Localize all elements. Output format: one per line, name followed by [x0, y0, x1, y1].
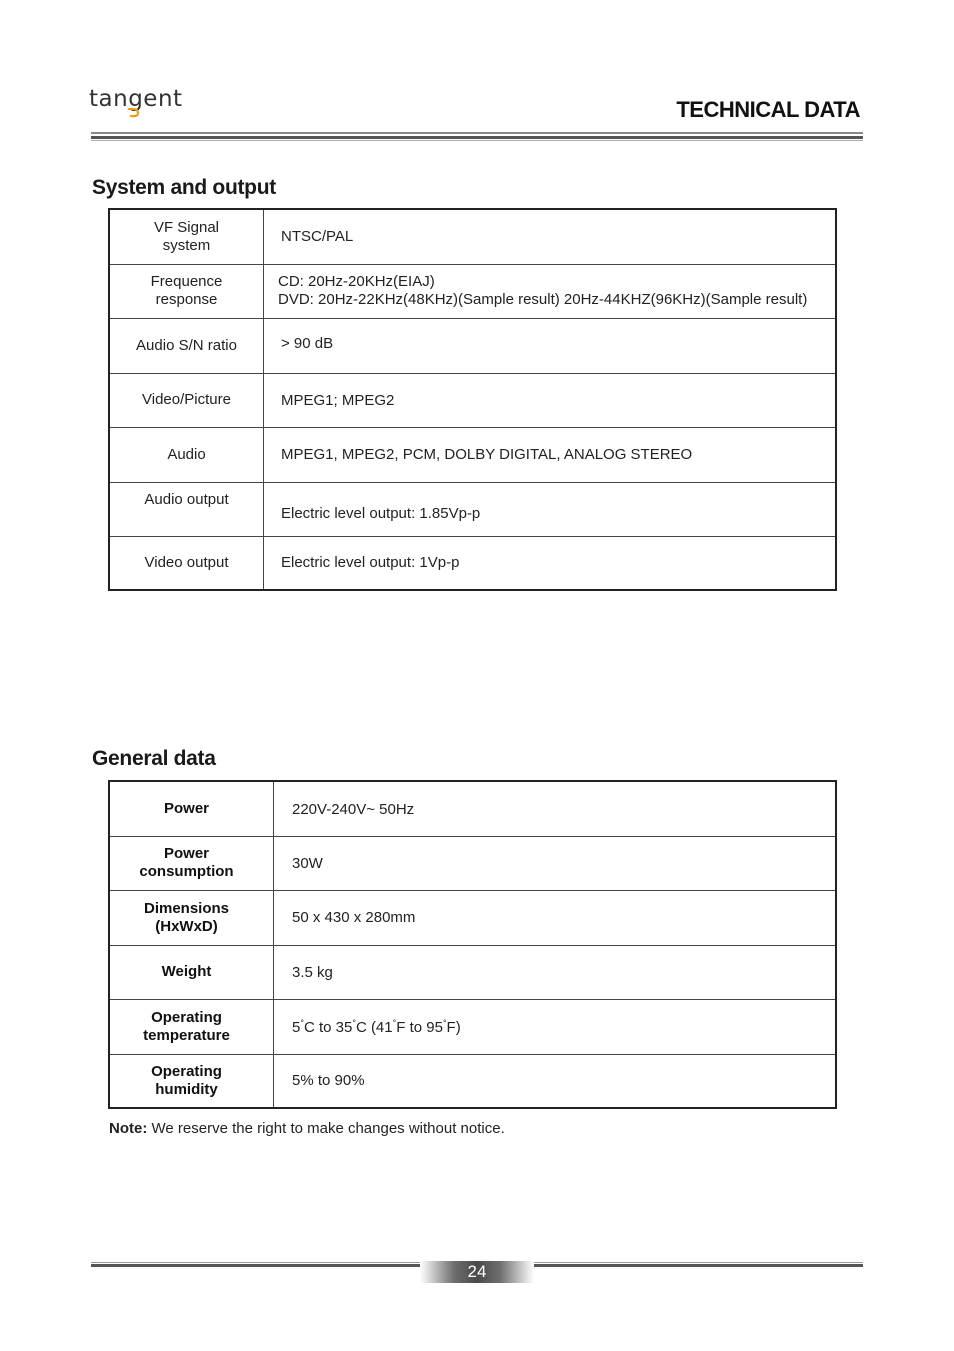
spec-value-text: 30W	[292, 854, 323, 872]
spec-label-line: Weight	[161, 963, 212, 980]
spec-label-line: Frequence	[150, 273, 223, 290]
table-row	[109, 209, 836, 264]
table-row	[109, 836, 836, 890]
table-row	[109, 373, 836, 427]
table-row	[109, 1054, 836, 1108]
spec-value-line: NTSC/PAL	[281, 228, 354, 246]
spec-value-text: 220V-240V~ 50Hz	[292, 801, 415, 818]
spec-label-line: consumption	[139, 863, 234, 880]
spec-value	[264, 264, 837, 318]
spec-label	[109, 536, 264, 590]
spec-label-line: system	[162, 236, 211, 254]
spec-value	[274, 890, 837, 945]
spec-label-line: Audio output	[144, 490, 229, 508]
spec-value	[264, 427, 837, 482]
section-title-general-data: General data	[92, 747, 216, 770]
spec-value-line: MPEG1, MPEG2, PCM, DOLBY DIGITAL, ANALOG STEREO	[281, 446, 693, 463]
spec-label	[109, 1054, 274, 1108]
spec-label-line: Operating	[151, 1008, 222, 1026]
spec-label-line: Dimensions	[143, 899, 230, 917]
spec-label-line: Power	[163, 799, 209, 817]
note-text: We reserve the right to make changes without notice.	[147, 1120, 505, 1137]
header-divider	[91, 128, 863, 137]
spec-value	[264, 482, 837, 536]
note	[109, 1120, 505, 1137]
section-title-system-output: System and output	[92, 176, 276, 199]
spec-value-line: Electric level output: 1Vp-p	[281, 553, 460, 571]
brand-logo: tangent	[89, 86, 183, 112]
spec-label-line: response	[155, 291, 218, 308]
spec-value	[264, 209, 837, 264]
spec-label-line: humidity	[155, 1080, 218, 1098]
spec-value	[274, 781, 837, 836]
spec-label	[109, 999, 274, 1054]
page-number: 24	[420, 1261, 534, 1283]
general-data-table	[108, 780, 837, 1109]
spec-value	[264, 536, 837, 590]
spec-value-text: 3.5 kg	[292, 963, 333, 981]
spec-label-line: VF Signal	[153, 218, 220, 236]
spec-label-line: temperature	[143, 1026, 230, 1044]
spec-value-line: Electric level output: 1.85Vp-p	[281, 504, 481, 522]
spec-label	[109, 945, 274, 999]
table-row	[109, 999, 836, 1054]
spec-label	[109, 264, 264, 318]
spec-value-line: DVD: 20Hz-22KHz(48KHz)(Sample result) 20Hz-44KHZ(96KHz)(Sample result)	[278, 291, 808, 308]
table-row	[109, 427, 836, 482]
logo-swirl-icon	[128, 108, 140, 118]
value-part: F)	[446, 1018, 461, 1036]
note-label: Note:	[109, 1120, 148, 1137]
spec-label	[109, 781, 274, 836]
spec-label	[109, 427, 264, 482]
spec-value	[264, 318, 837, 373]
spec-value-text: 50 x 430 x 280mm	[292, 909, 416, 926]
spec-label-line: Audio	[167, 445, 206, 463]
value-part: F to 95	[396, 1018, 443, 1036]
spec-label	[109, 482, 264, 536]
table-row	[109, 536, 836, 590]
spec-label-line: Operating	[151, 1062, 222, 1080]
spec-label-line: Video/Picture	[142, 391, 231, 408]
spec-label-line: Power	[163, 845, 209, 862]
degree-symbol: °	[300, 1017, 304, 1028]
spec-label-line: Video output	[144, 553, 229, 571]
spec-label	[109, 373, 264, 427]
table-row	[109, 890, 836, 945]
spec-label	[109, 890, 274, 945]
table-row	[109, 945, 836, 999]
system-output-table	[108, 208, 837, 591]
spec-label	[109, 318, 264, 373]
table-row	[109, 264, 836, 318]
spec-value-line: > 90 dB	[281, 334, 334, 352]
spec-value	[264, 373, 837, 427]
spec-value	[274, 999, 837, 1054]
spec-label-line: (HxWxD)	[155, 917, 218, 935]
spec-value-line: MPEG1; MPEG2	[281, 391, 395, 409]
table-row	[109, 781, 836, 836]
spec-label-line: Audio S/N ratio	[136, 336, 237, 354]
value-part: 5	[292, 1018, 301, 1036]
spec-value	[274, 1054, 837, 1108]
degree-symbol: °	[442, 1017, 447, 1028]
degree-symbol: °	[352, 1017, 356, 1028]
spec-label	[109, 836, 274, 890]
value-part: C (41	[355, 1018, 393, 1036]
spec-label	[109, 209, 264, 264]
table-row	[109, 482, 836, 536]
spec-value	[274, 836, 837, 890]
degree-symbol: °	[392, 1017, 397, 1028]
spec-value-text: 5% to 90%	[292, 1072, 365, 1090]
spec-value	[274, 945, 837, 999]
spec-value-line: CD: 20Hz-20KHz(EIAJ)	[278, 273, 435, 290]
page-title: TECHNICAL DATA	[676, 97, 860, 122]
table-row	[109, 318, 836, 373]
value-part: C to 35	[303, 1018, 353, 1036]
